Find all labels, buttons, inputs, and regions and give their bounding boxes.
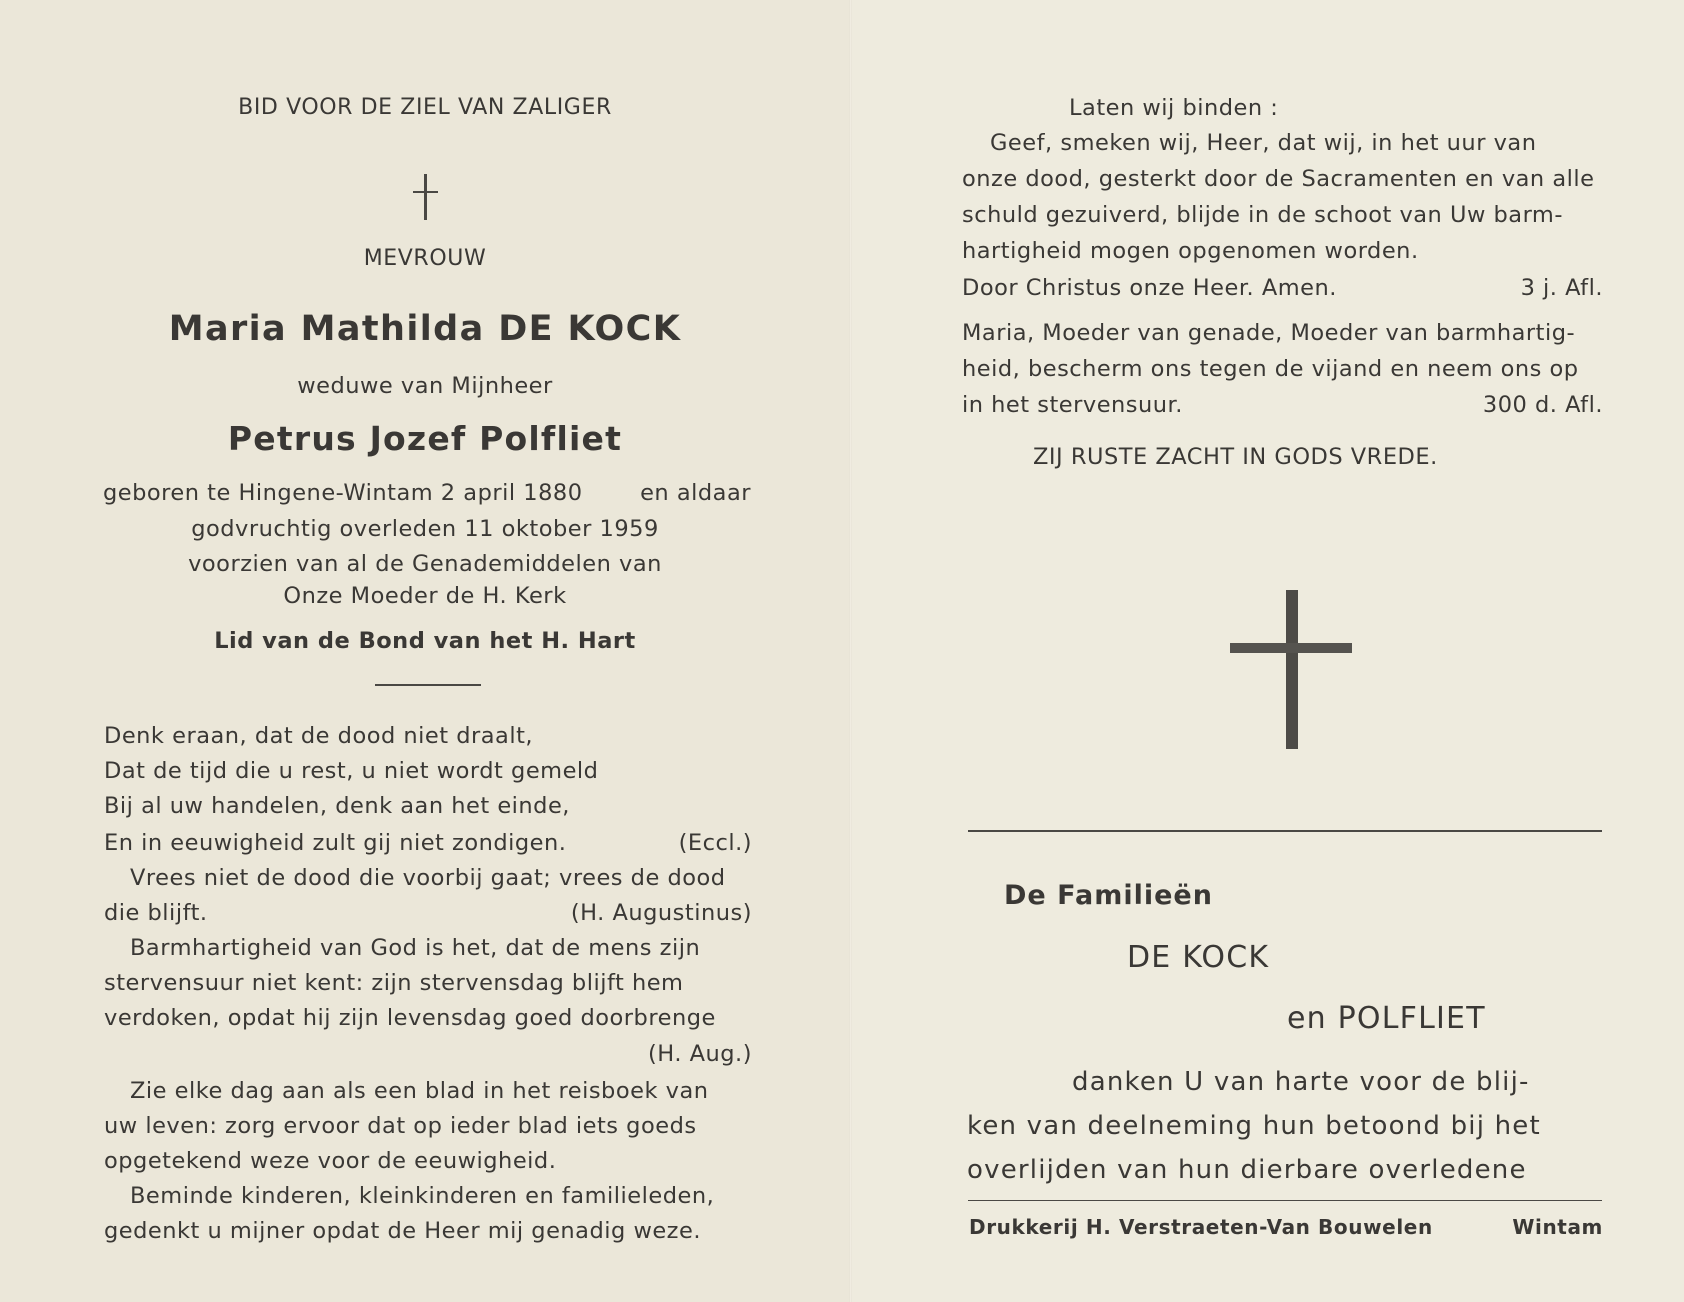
sacraments-line-1: voorzien van al de Genademiddelen van	[188, 551, 662, 577]
prayer-line: onze dood, gesterkt door de Sacramenten en van alle	[962, 166, 1595, 192]
verse-source: (Eccl.)	[678, 830, 752, 856]
verse-line: Beminde kinderen, kleinkinderen en familieleden,	[130, 1183, 715, 1209]
prayer-line: heid, bescherm ons tegen de vijand en neem ons op	[962, 356, 1579, 382]
prayer-line: Maria, Moeder van genade, Moeder van barmhartig-	[962, 320, 1576, 346]
verse-source: (H. Aug.)	[648, 1041, 752, 1067]
prayer-line	[962, 394, 1603, 417]
indulgence: 300 d. Afl.	[1482, 392, 1603, 418]
divider	[968, 830, 1602, 832]
divider	[375, 684, 481, 686]
spouse-name: Petrus Jozef Polfliet	[227, 419, 623, 458]
verse-line	[104, 902, 752, 925]
death-line: godvruchtig overleden 11 oktober 1959	[191, 516, 659, 542]
thanks-line: ken van deelneming hun betoond bij het	[967, 1111, 1541, 1141]
small-cross-icon	[410, 174, 442, 220]
birth-text-end: en aldaar	[640, 480, 751, 506]
verse-text: die blijft.	[104, 900, 208, 926]
verse-text: En in eeuwigheid zult gij niet zondigen.	[104, 830, 567, 856]
verse-line: Dat de tijd die u rest, u niet wordt gemeld	[104, 758, 599, 784]
verse-line	[104, 832, 752, 855]
verse-line: gedenkt u mijner opdat de Heer mij genadig weze.	[104, 1218, 701, 1244]
printer-location: Wintam	[1512, 1215, 1603, 1239]
families-label: De Familieën	[1004, 880, 1213, 911]
verse-line: stervensuur niet kent: zijn stervensdag blijft hem	[104, 970, 684, 996]
divider	[968, 1200, 1602, 1201]
verse-source: (H. Augustinus)	[570, 900, 752, 926]
prayer-intro: Laten wij binden :	[1069, 95, 1279, 121]
prayer-text: in het stervensuur.	[962, 392, 1183, 418]
thanks-line: overlijden van hun dierbare overledene	[967, 1155, 1527, 1185]
prayer-line	[962, 277, 1603, 300]
birth-text: geboren te Hingene-Wintam 2 april 1880	[103, 480, 583, 506]
verse-line: Zie elke dag aan als een blad in het reisboek van	[130, 1078, 709, 1104]
rest-line: ZIJ RUSTE ZACHT IN GODS VREDE.	[1033, 444, 1438, 470]
verse-line: Vrees niet de dood die voorbij gaat; vrees de dood	[130, 865, 726, 891]
honorific: MEVROUW	[363, 246, 487, 271]
verse-line: Bij al uw handelen, denk aan het einde,	[104, 793, 570, 819]
right-page	[852, 0, 1684, 1302]
family-name-2: en POLFLIET	[1287, 1001, 1486, 1036]
prayer-line: hartigheid mogen opgenomen worden.	[962, 238, 1419, 264]
widow-of: weduwe van Mijnheer	[297, 373, 553, 399]
printer-line	[969, 1217, 1603, 1237]
deceased-name: Maria Mathilda DE KOCK	[168, 309, 682, 349]
printer-name: Drukkerij H. Verstraeten-Van Bouwelen	[969, 1215, 1433, 1239]
family-name-1: DE KOCK	[1127, 940, 1270, 975]
verse-line: Denk eraan, dat de dood niet draalt,	[104, 723, 534, 749]
prayer-line: schuld gezuiverd, blijde in de schoot van Uw barm-	[962, 202, 1563, 228]
membership: Lid van de Bond van het H. Hart	[214, 628, 636, 654]
indulgence: 3 j. Afl.	[1520, 275, 1603, 301]
thanks-line: danken U van harte voor de blij-	[1072, 1067, 1530, 1097]
birth-line	[103, 482, 751, 505]
verse-line: Barmhartigheid van God is het, dat de mens zijn	[130, 935, 701, 961]
verse-line: uw leven: zorg ervoor dat op ieder blad iets goeds	[104, 1113, 697, 1139]
prayer-line: Geef, smeken wij, Heer, dat wij, in het uur van	[990, 130, 1537, 156]
verse-line: opgetekend weze voor de eeuwigheid.	[104, 1148, 557, 1174]
large-cross-icon	[1230, 590, 1354, 750]
verse-line: verdoken, opdat hij zijn levensdag goed doorbrenge	[104, 1005, 716, 1031]
prayer-text: Door Christus onze Heer. Amen.	[962, 275, 1337, 301]
prayer-header: BID VOOR DE ZIEL VAN ZALIGER	[238, 95, 612, 120]
sacraments-line-2: Onze Moeder de H. Kerk	[283, 583, 567, 609]
